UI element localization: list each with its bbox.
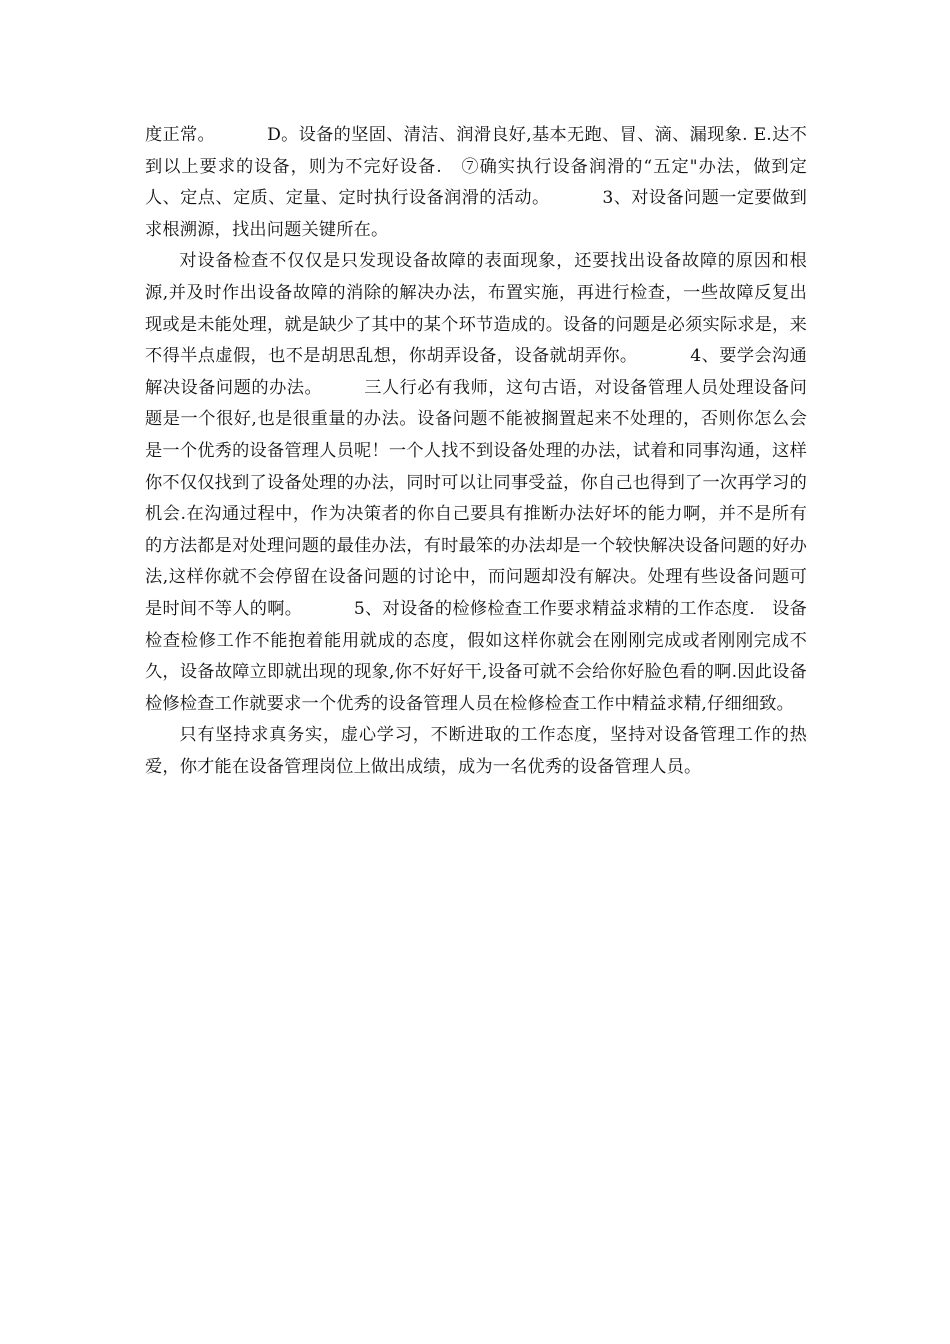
paragraph-equipment-inspection: 对设备检查不仅仅是只发现设备故障的表面现象，还要找出设备故障的原因和根源,并及时作出设备故障的消除的解决办法，布置实施，再进行检查，一些故障反复出现或是未能处理，就是缺少了其中的某个环节造成的。设备的问题是必须实际求是，来不得半点虚假，也不是胡思乱想，你胡弄设备，设备就胡弄你。 4、要学会沟通解决设备问题的办法。 三人行必有我师，这句古语，对设备管理人员处理设备问题是一个很好,也是很重量的办法。设备问题不能被搁置起来不处理的，否则你怎么会是一个优秀的设备管理人员呢！一个人找不到设备处理的办法，试着和同事沟通，这样你不仅仅找到了设备处理的办法，同时可以让同事受益，你自己也得到了一次再学习的机会.在沟通过程中，作为决策者的你自己要具有推断办法好坏的能力啊，并不是所有的方法都是对处理问题的最佳办法，有时最笨的办法却是一个较快解决设备问题的好办法,这样你就不会停留在设备问题的讨论中，而问题却没有解决。处理有些设备问题可是时间不等人的啊。 5、对设备的检修检查工作要求精益求精的工作态度. 设备检查检修工作不能抱着能用就成的态度，假如这样你就会在刚刚完成或者刚刚完成不久，设备故障立即就出现的现象,你不好好干,设备可就不会给你好脸色看的啊.因此设备检修检查工作就要求一个优秀的设备管理人员在检修检查工作中精益求精,仔细细致。 — [145, 251, 807, 714]
document-body — [145, 120, 807, 783]
paragraph-continuation: 度正常。 D。设备的坚固、清洁、润滑良好,基本无跑、冒、滴、漏现象. E.达不到以上要求的设备，则为不完好设备. ⑦确实执行设备润滑的“五定"办法，做到定人、定点、定质、定量、定时执行设备润滑的活动。 3、对设备问题一定要做到求根溯源，找出问题关键所在。 — [145, 125, 807, 240]
paragraph-conclusion: 只有坚持求真务实，虚心学习，不断进取的工作态度，坚持对设备管理工作的热爱，你才能在设备管理岗位上做出成绩，成为一名优秀的设备管理人员。 — [145, 725, 807, 777]
